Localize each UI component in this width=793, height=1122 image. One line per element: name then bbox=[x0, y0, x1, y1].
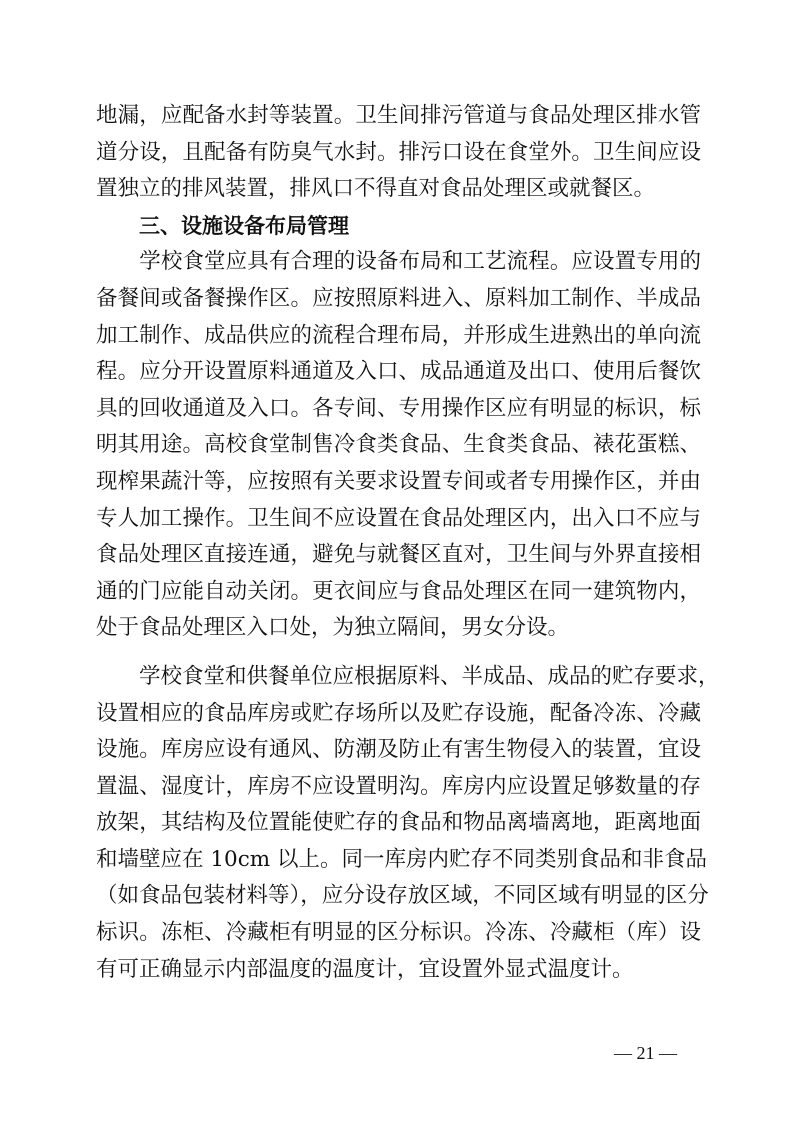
text-line: 现榨果蔬汁等，应按照有关要求设置专间或者专用操作区，并由 bbox=[96, 468, 701, 494]
text-line: 备餐间或备餐操作区。应按照原料进入、原料加工制作、半成品 bbox=[96, 285, 701, 311]
text-line: 明其用途。高校食堂制售冷食类食品、生食类食品、裱花蛋糕、 bbox=[96, 432, 701, 458]
document-body bbox=[96, 98, 720, 988]
text-line: 设置相应的食品库房或贮存场所以及贮存设施，配备冷冻、冷藏 bbox=[96, 700, 701, 726]
paragraph-gap bbox=[96, 647, 701, 659]
text-line: 设施。库房应设有通风、防潮及防止有害生物侵入的装置，宜设 bbox=[96, 737, 701, 763]
text-line: 具的回收通道及入口。各专间、专用操作区应有明显的标识，标 bbox=[96, 395, 701, 421]
text-line: 处于食品处理区入口处，为独立隔间，男女分设。 bbox=[96, 615, 570, 641]
text-line: 通的门应能自动关闭。更衣间应与食品处理区在同一建筑物内， bbox=[96, 578, 701, 604]
paragraph-storage bbox=[96, 659, 720, 988]
text-line: 放架，其结构及位置能使贮存的食品和物品离墙离地，距离地面 bbox=[96, 810, 701, 836]
text-line: 程。应分开设置原料通道及入口、成品通道及出口、使用后餐饮 bbox=[96, 359, 701, 385]
text-line: 学校食堂和供餐单位应根据原料、半成品、成品的贮存要求， bbox=[96, 663, 720, 689]
text-line: 置独立的排风装置，排风口不得直对食品处理区或就餐区。 bbox=[96, 176, 656, 202]
intro-paragraph bbox=[96, 98, 701, 208]
text-line: 道分设，且配备有防臭气水封。排污口设在食堂外。卫生间应设 bbox=[96, 139, 701, 165]
page-number: — 21 — bbox=[614, 1043, 677, 1063]
text-line: 食品处理区直接连通，避免与就餐区直对，卫生间与外界直接相 bbox=[96, 542, 701, 568]
text-line: 专人加工操作。卫生间不应设置在食品处理区内，出入口不应与 bbox=[96, 505, 701, 531]
section-heading: 三、设施设备布局管理 bbox=[139, 213, 349, 238]
text-line: 标识。冻柜、冷藏柜有明显的区分标识。冷冻、冷藏柜（库）设 bbox=[96, 920, 701, 946]
text-line: 地漏，应配备水封等装置。卫生间排污管道与食品处理区排水管 bbox=[96, 103, 701, 128]
text-line: 学校食堂应具有合理的设备布局和工艺流程。应设置专用的 bbox=[96, 249, 701, 275]
text-line: 加工制作、成品供应的流程合理布局，并形成生进熟出的单向流 bbox=[96, 322, 701, 348]
text-line: 有可正确显示内部温度的温度计，宜设置外显式温度计。 bbox=[96, 956, 634, 982]
paragraph-layout bbox=[96, 244, 701, 647]
text-line: （如食品包装材料等），应分设存放区域，不同区域有明显的区分 bbox=[96, 883, 709, 909]
text-line: 置温、湿度计，库房不应设置明沟。库房内应设置足够数量的存 bbox=[96, 773, 701, 799]
text-line: 和墙壁应在 10cm 以上。同一库房内贮存不同类别食品和非食品 bbox=[96, 846, 707, 872]
